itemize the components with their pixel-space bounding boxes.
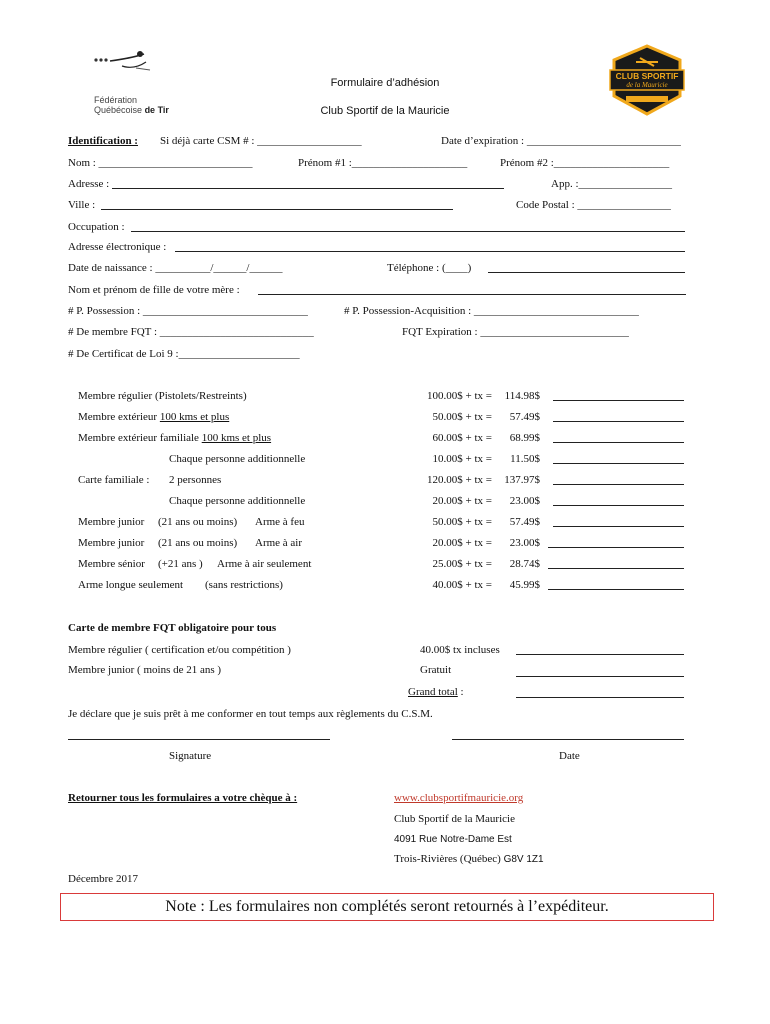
membership-checkbox-line[interactable] — [553, 442, 684, 443]
federation-name-line1: Fédération — [94, 95, 138, 105]
membership-total: 68.99$ — [509, 432, 540, 444]
club-address-name: Club Sportif de la Mauricie — [394, 813, 515, 825]
club-address-street: 4091 Rue Notre-Dame Est — [394, 834, 512, 845]
possession-field[interactable]: # P. Possession : ______________________________ — [68, 305, 308, 317]
membership-price: 20.00$ + tx = — [432, 537, 492, 549]
membership-checkbox-line[interactable] — [548, 589, 684, 590]
membership-total: 45.99$ — [509, 579, 540, 591]
fqt-expiration-field[interactable]: FQT Expiration : ___________________________ — [402, 326, 629, 338]
membership-checkbox-line[interactable] — [553, 421, 684, 422]
fqt-regular-label: Membre régulier ( certification et/ou compétition ) — [68, 644, 291, 656]
email-label: Adresse électronique : — [68, 241, 167, 253]
membership-total: 23.00$ — [509, 495, 540, 507]
fqt-regular-line[interactable] — [516, 654, 684, 655]
identification-label: Identification : — [68, 135, 138, 147]
membership-weapon: Arme à feu — [255, 516, 305, 528]
membership-price: 40.00$ + tx = — [432, 579, 492, 591]
membership-checkbox-line[interactable] — [553, 484, 684, 485]
fqt-junior-line[interactable] — [516, 676, 684, 677]
fqt-heading: Carte de membre FQT obligatoire pour tous — [68, 622, 277, 634]
expiration-field[interactable]: Date d’expiration : ____________________________ — [441, 135, 681, 147]
adresse-label: Adresse : — [68, 178, 110, 190]
membership-checkbox-line[interactable] — [553, 463, 684, 464]
ville-input-line[interactable] — [101, 209, 453, 210]
membership-price: 50.00$ + tx = — [432, 516, 492, 528]
membership-total: 57.49$ — [509, 516, 540, 528]
club-logo-text: CLUB SPORTIF — [615, 71, 679, 81]
membership-label: Membre régulier (Pistolets/Restreints) — [78, 390, 247, 402]
possession-acquisition-field[interactable]: # P. Possession-Acquisition : ______________________________ — [344, 305, 639, 317]
birthdate-field[interactable]: Date de naissance : __________/______/______ — [68, 262, 283, 274]
app-field[interactable]: App. :_________________ — [551, 178, 672, 190]
membership-sublabel: (+21 ans ) — [158, 558, 203, 570]
phone-input-line[interactable] — [488, 272, 685, 273]
federation-name-line2: Québécoise de Tir — [94, 105, 169, 115]
membership-price: 120.00$ + tx = — [427, 474, 492, 486]
membership-label: Chaque personne additionnelle — [169, 453, 306, 465]
club-logo — [606, 44, 688, 116]
occupation-label: Occupation : — [68, 221, 125, 233]
membership-label: Membre sénior — [78, 558, 145, 570]
membership-checkbox-line[interactable] — [553, 526, 684, 527]
form-subtitle: Club Sportif de la Mauricie — [320, 105, 450, 117]
membership-label: Membre extérieur 100 kms et plus — [78, 411, 230, 423]
signature-label: Signature — [169, 750, 212, 762]
membership-price: 10.00$ + tx = — [432, 453, 492, 465]
membership-label: Membre junior — [78, 516, 145, 528]
membership-price: 50.00$ + tx = — [432, 411, 492, 423]
signature-line[interactable] — [68, 739, 330, 740]
email-input-line[interactable] — [175, 251, 685, 252]
nom-field[interactable]: Nom : ____________________________ — [68, 157, 253, 169]
membership-price: 20.00$ + tx = — [432, 495, 492, 507]
membership-sublabel: (21 ans ou moins) — [158, 537, 238, 549]
membership-price: 60.00$ + tx = — [432, 432, 492, 444]
membership-checkbox-line[interactable] — [553, 400, 684, 401]
membership-checkbox-line[interactable] — [548, 547, 684, 548]
membership-weapon: Arme à air seulement — [217, 558, 312, 570]
date-line[interactable] — [452, 739, 684, 740]
membership-label: Membre extérieur familiale 100 kms et plus — [78, 432, 272, 444]
phone-label: Téléphone : (____) — [387, 262, 472, 274]
mother-name-input-line[interactable] — [258, 294, 686, 295]
form-title: Formulaire d’adhésion — [330, 77, 440, 89]
grand-total-line[interactable] — [516, 697, 684, 698]
fqt-junior-price: Gratuit — [420, 664, 452, 676]
membership-label: Arme longue seulement — [78, 579, 184, 591]
website-link[interactable]: www.clubsportifmauricie.org — [394, 792, 524, 804]
prenom1-field[interactable]: Prénom #1 :_____________________ — [298, 157, 468, 169]
ville-label: Ville : — [68, 199, 96, 211]
note-text: Note : Les formulaires non complétés seront retournés à l’expéditeur. — [165, 898, 609, 915]
membership-total: 137.97$ — [504, 474, 540, 486]
membership-checkbox-line[interactable] — [548, 568, 684, 569]
mother-name-label: Nom et prénom de fille de votre mère : — [68, 284, 240, 296]
form-date: Décembre 2017 — [68, 873, 138, 885]
membership-total: 11.50$ — [510, 453, 540, 465]
grand-total-label: Grand total : — [408, 686, 464, 698]
membership-total: 57.49$ — [509, 411, 540, 423]
prenom2-field[interactable]: Prénom #2 :_____________________ — [500, 157, 670, 169]
membership-sublabel: 2 personnes — [169, 474, 222, 486]
membership-label: Carte familiale : — [78, 474, 150, 486]
membership-total: 114.98$ — [504, 390, 540, 402]
membership-price: 100.00$ + tx = — [427, 390, 492, 402]
return-label: Retourner tous les formulaires a votre chèque à : — [68, 792, 298, 804]
date-label: Date — [559, 750, 580, 762]
adresse-input-line[interactable] — [112, 188, 504, 189]
declaration-text: Je déclare que je suis prêt à me conformer en tout temps aux règlements du C.S.M. — [68, 708, 433, 720]
membership-label: Membre junior — [78, 537, 145, 549]
fqt-member-field[interactable]: # De membre FQT : ____________________________ — [68, 326, 314, 338]
club-logo-subtext: de la Mauricie — [626, 81, 668, 89]
membership-weapon: Arme à air — [255, 537, 303, 549]
membership-sublabel: (sans restrictions) — [205, 579, 283, 591]
note-box — [60, 893, 714, 921]
club-address-city: Trois-Rivières (Québec) G8V 1Z1 — [394, 853, 544, 865]
membership-total: 28.74$ — [509, 558, 540, 570]
membership-checkbox-line[interactable] — [553, 505, 684, 506]
code-postal-field[interactable]: Code Postal : _________________ — [516, 199, 671, 211]
fqt-regular-price: 40.00$ tx incluses — [420, 644, 500, 656]
membership-total: 23.00$ — [509, 537, 540, 549]
membership-price: 25.00$ + tx = — [432, 558, 492, 570]
csm-card-field[interactable]: Si déjà carte CSM # : ___________________ — [160, 135, 362, 147]
membership-label: Chaque personne additionnelle — [169, 495, 306, 507]
membership-sublabel: (21 ans ou moins) — [158, 516, 238, 528]
certificat-field[interactable]: # De Certificat de Loi 9 :______________________ — [68, 348, 300, 360]
fqt-junior-label: Membre junior ( moins de 21 ans ) — [68, 664, 222, 676]
occupation-input-line[interactable] — [131, 231, 685, 232]
